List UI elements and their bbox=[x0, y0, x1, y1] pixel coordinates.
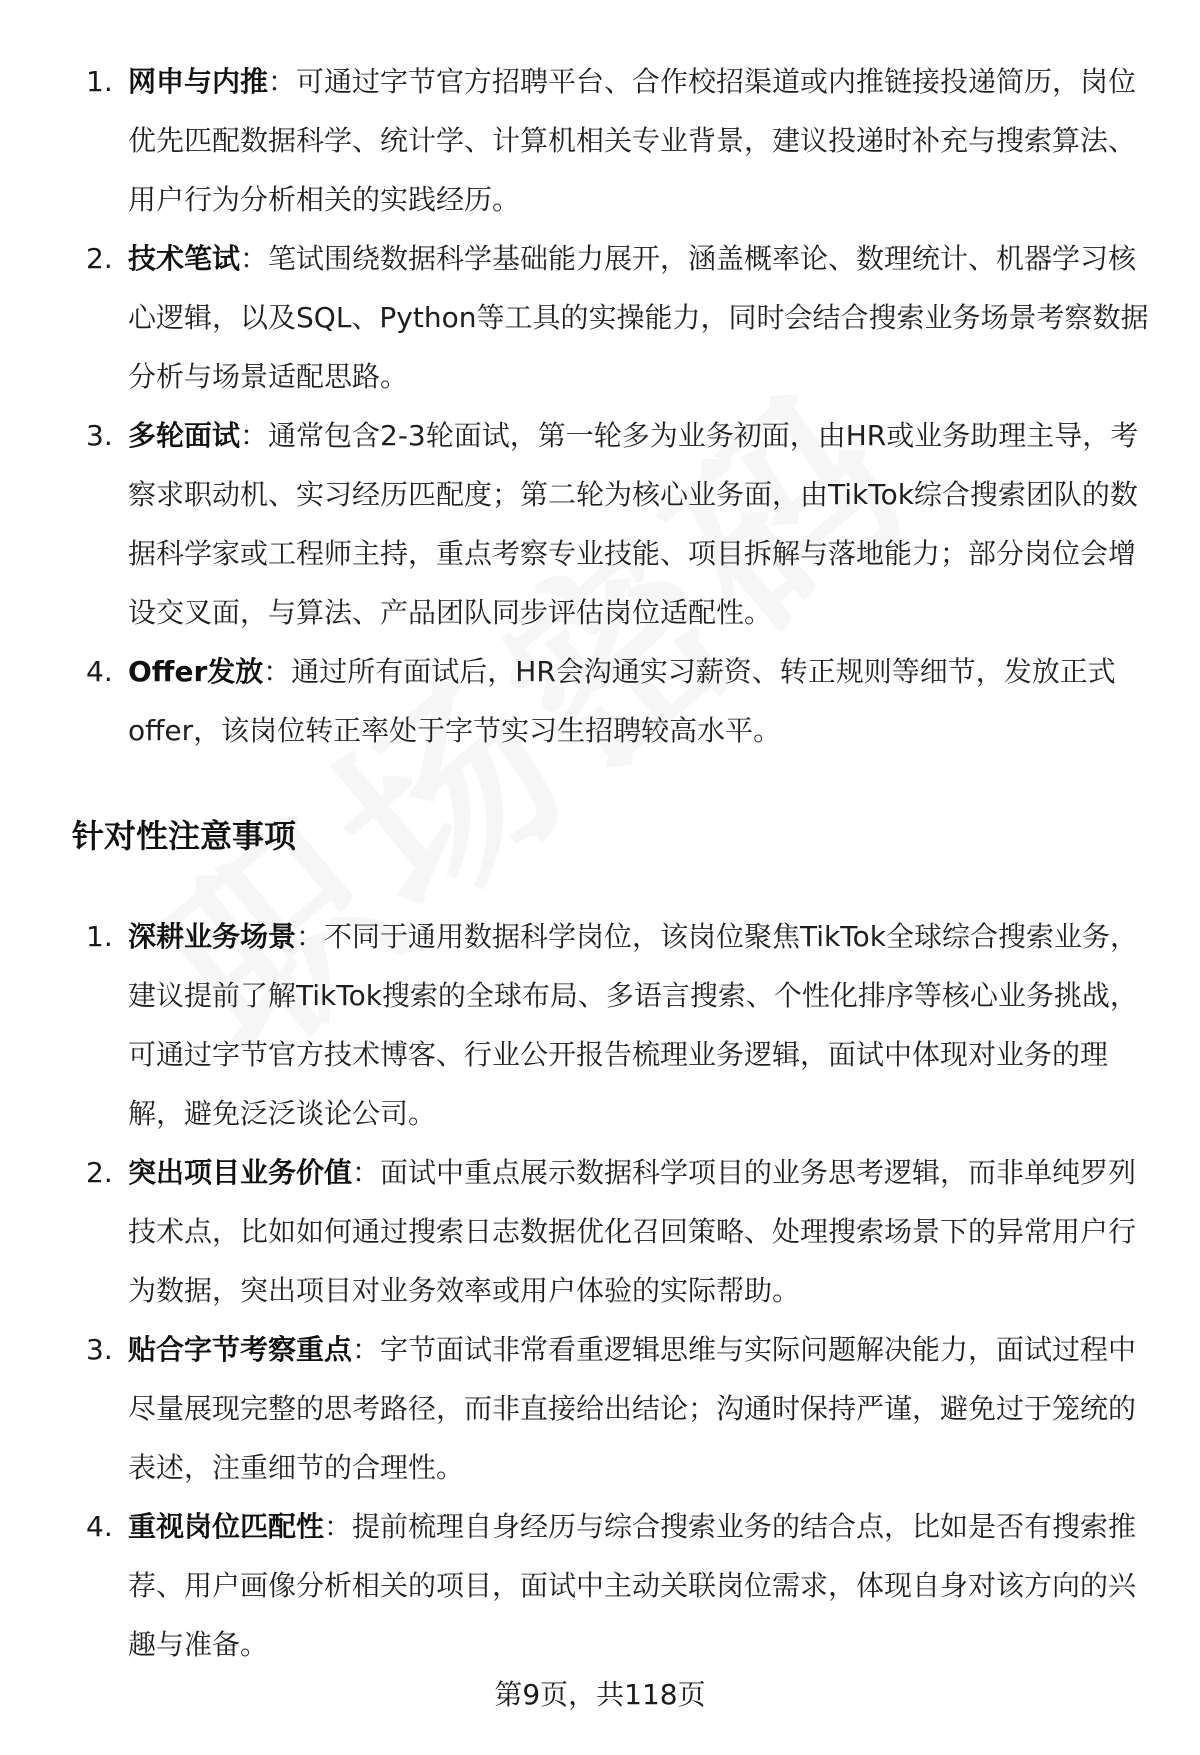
item-heading: 重视岗位匹配性 bbox=[128, 1510, 325, 1543]
item-number: 1. bbox=[86, 920, 113, 953]
process-list bbox=[0, 52, 1200, 760]
page-number: 第9页，共118页 bbox=[494, 1678, 706, 1711]
item-heading: 多轮面试 bbox=[128, 419, 241, 452]
item-body: ：面试中重点展示数据科学项目的业务思考逻辑，而非单纯罗列技术点，比如如何通过搜索日志数据优化召回策略、处理搜索场景下的异常用户行为数据，突出项目对业务效率或用户体验的实际帮助。 bbox=[128, 1156, 1137, 1307]
list-item bbox=[0, 406, 1200, 642]
list-item bbox=[0, 1320, 1200, 1497]
item-number: 1. bbox=[86, 65, 113, 98]
item-heading: 贴合字节考察重点 bbox=[128, 1333, 353, 1366]
item-number: 2. bbox=[86, 242, 113, 275]
list-item bbox=[0, 907, 1200, 1143]
item-heading: 网申与内推 bbox=[128, 65, 269, 98]
list-item bbox=[0, 1497, 1200, 1674]
item-body: ：不同于通用数据科学岗位，该岗位聚焦TikTok全球综合搜索业务，建议提前了解TikTok搜索的全球布局、多语言搜索、个性化排序等核心业务挑战，可通过字节官方技术博客、行业公开报告梳理业务逻辑，面试中体现对业务的理解，避免泛泛谈论公司。 bbox=[128, 920, 1138, 1130]
item-body: ：通常包含2-3轮面试，第一轮多为业务初面，由HR或业务助理主导，考察求职动机、实习经历匹配度；第二轮为核心业务面，由TikTok综合搜索团队的数据科学家或工程师主持，重点考察专业技能、项目拆解与落地能力；部分岗位会增设交叉面，与算法、产品团队同步评估岗位适配性。 bbox=[128, 419, 1139, 629]
list-item bbox=[0, 229, 1200, 406]
item-number: 4. bbox=[86, 1510, 113, 1543]
item-heading: 深耕业务场景 bbox=[128, 920, 297, 953]
item-body: ：可通过字节官方招聘平台、合作校招渠道或内推链接投递简历，岗位优先匹配数据科学、统计学、计算机相关专业背景，建议投递时补充与搜索算法、用户行为分析相关的实践经历。 bbox=[128, 65, 1137, 216]
item-number: 3. bbox=[86, 1333, 113, 1366]
item-body: ：通过所有面试后，HR会沟通实习薪资、转正规则等细节，发放正式offer，该岗位转正率处于字节实习生招聘较高水平。 bbox=[128, 655, 1116, 747]
item-number: 4. bbox=[86, 655, 113, 688]
item-number: 3. bbox=[86, 419, 113, 452]
item-body: ：提前梳理自身经历与综合搜索业务的结合点，比如是否有搜索推荐、用户画像分析相关的项目，面试中主动关联岗位需求，体现自身对该方向的兴趣与准备。 bbox=[128, 1510, 1137, 1661]
notes-list bbox=[0, 907, 1200, 1674]
item-body: ：笔试围绕数据科学基础能力展开，涵盖概率论、数理统计、机器学习核心逻辑，以及SQL、Python等工具的实操能力，同时会结合搜索业务场景考察数据分析与场景适配思路。 bbox=[128, 242, 1149, 393]
item-number: 2. bbox=[86, 1156, 113, 1189]
list-item bbox=[0, 1143, 1200, 1320]
list-item bbox=[0, 52, 1200, 229]
section-heading: 针对性注意事项 bbox=[72, 817, 297, 855]
item-heading: 技术笔试 bbox=[128, 242, 241, 275]
item-heading: Offer发放 bbox=[128, 655, 264, 688]
item-heading: 突出项目业务价值 bbox=[128, 1156, 353, 1189]
list-item bbox=[0, 642, 1200, 760]
item-body: ：字节面试非常看重逻辑思维与实际问题解决能力，面试过程中尽量展现完整的思考路径，而非直接给出结论；沟通时保持严谨，避免过于笼统的表述，注重细节的合理性。 bbox=[128, 1333, 1137, 1484]
